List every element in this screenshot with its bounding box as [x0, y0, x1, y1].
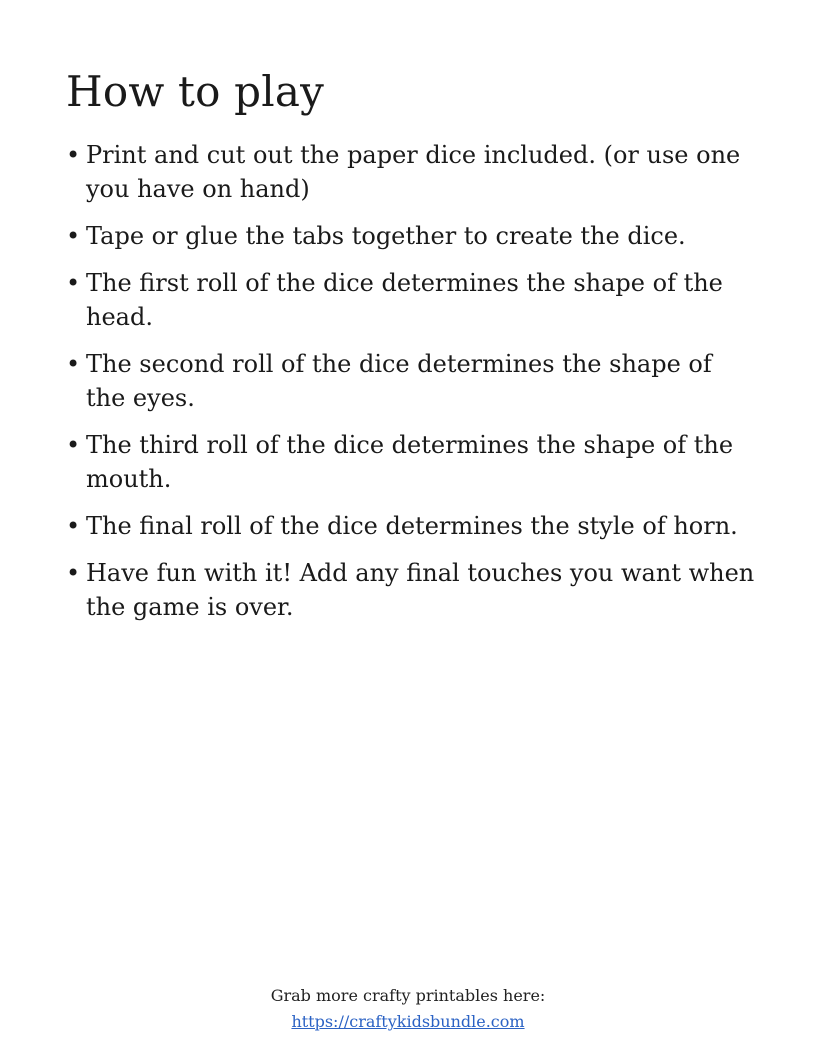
- instruction-item-4: [66, 347, 756, 415]
- instruction-text: The first roll of the dice determines the shape of the head.: [86, 269, 723, 331]
- footer: [0, 983, 816, 1035]
- instruction-text: Tape or glue the tabs together to create the dice.: [86, 222, 686, 250]
- bullet-icon: •: [66, 269, 81, 297]
- instruction-text: The third roll of the dice determines the shape of the mouth.: [86, 431, 734, 493]
- instruction-text: The second roll of the dice determines the shape of the eyes.: [86, 350, 712, 412]
- instruction-text: The final roll of the dice determines the style of horn.: [86, 512, 738, 540]
- website-link[interactable]: https://craftykidsbundle.com: [291, 1012, 525, 1031]
- instruction-item-3: [66, 266, 756, 334]
- instruction-item-7: [66, 556, 756, 624]
- bullet-icon: •: [66, 350, 81, 378]
- bullet-icon: •: [66, 222, 81, 250]
- footer-note: Grab more crafty printables here:: [270, 986, 546, 1005]
- instruction-item-5: [66, 428, 756, 496]
- bullet-icon: •: [66, 559, 81, 587]
- bullet-icon: •: [66, 141, 81, 169]
- page-title: How to play: [66, 67, 325, 116]
- instruction-text: Have fun with it! Add any final touches you want when the game is over.: [86, 559, 755, 621]
- instruction-item-1: [66, 138, 756, 206]
- bullet-icon: •: [66, 431, 81, 459]
- instruction-text: Print and cut out the paper dice included. (or use one you have on hand): [86, 141, 741, 203]
- instructions-list: [66, 138, 756, 637]
- instruction-item-6: [66, 509, 756, 543]
- instruction-item-2: [66, 219, 756, 253]
- bullet-icon: •: [66, 512, 81, 540]
